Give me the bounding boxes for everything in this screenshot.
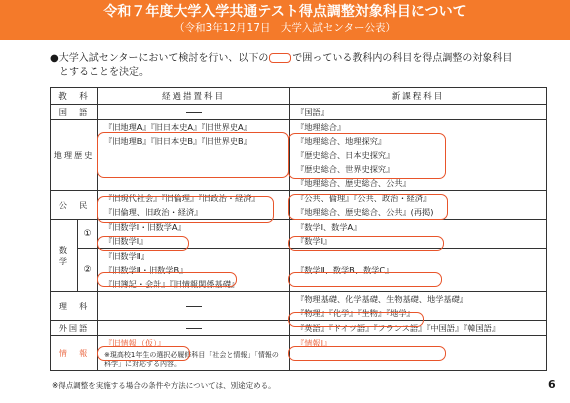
kokugo-old: [98, 105, 290, 120]
highlight-suugaku1-new: [288, 236, 444, 251]
footnote: ※得点調整を実施する場合の条件や方法については、別途定める。: [52, 381, 276, 390]
subject-jouhou: 情 報: [51, 336, 98, 371]
list-item: 『旧数学Ⅱ』: [104, 251, 149, 261]
list-item: 『数学Ⅰ、数学A』: [296, 222, 362, 232]
rika-old: [98, 292, 290, 321]
page-subtitle: （令和3年12月17日 大学入試センター公表）: [174, 22, 396, 34]
highlight-rika-new: [288, 312, 424, 327]
highlight-suugaku2-new: [288, 272, 442, 287]
list-item: 『旧数学Ⅰ』: [104, 236, 148, 246]
header-new-subjects: 新課程科目: [290, 88, 547, 105]
list-item: 『旧地理B』『旧日本史B』『旧世界史B』: [104, 136, 252, 146]
list-item: 『情報Ⅰ』: [296, 338, 332, 348]
list-item: 『旧倫理、旧政治・経済』: [104, 207, 203, 217]
list-item: 『地理総合』: [296, 122, 346, 132]
list-item: 『地理総合、地理探究』: [296, 136, 387, 146]
page-number: 6: [548, 378, 556, 391]
highlight-chireki-old: [97, 132, 289, 178]
list-item: 『旧現代社会』『旧倫理』『旧政治・経済』: [104, 193, 260, 203]
highlight-jouhou-new: [288, 346, 446, 361]
list-item: 『英語』『ドイツ語』『フランス語』『中国語』『韓国語』: [296, 323, 501, 333]
highlight-suugaku1-old: [97, 236, 189, 251]
highlight-koumin-new: [288, 194, 448, 220]
suugaku-num-2: ②: [78, 249, 98, 292]
highlight-box-legend-icon: [269, 53, 291, 63]
title-banner: [0, 0, 570, 40]
list-item: 『地理総合、歴史総合、公共』: [296, 178, 411, 188]
intro-line-1: [50, 52, 540, 66]
list-item: 『歴史総合、日本史探究』: [296, 150, 395, 160]
header-kyouka: 教 科: [51, 88, 98, 105]
table-header-row: [51, 88, 547, 105]
header-old-subjects: 経過措置科目: [98, 88, 290, 105]
intro-text-a: 大学入試センターにおいて検討を行い、以下の: [58, 53, 269, 64]
highlight-koumin-old: [97, 196, 274, 223]
intro-text: [50, 52, 540, 80]
dash-icon: [186, 112, 202, 113]
subject-koumin: 公 民: [51, 191, 98, 220]
subject-kokugo: 国 語: [51, 105, 98, 120]
intro-text-b: で囲っている教科内の科目を得点調整の対象科目: [292, 53, 513, 64]
list-item: 『国語』: [296, 107, 329, 117]
list-item: 『物理』『化学』『生物』『地学』: [296, 308, 415, 318]
list-item: 『物理基礎、化学基礎、生物基礎、地学基礎』: [296, 294, 468, 304]
list-item: 『歴史総合、世界史探究』: [296, 164, 395, 174]
list-item: 『旧簿記・会計』『旧情報関係基礎』: [104, 279, 240, 289]
list-item: 『地理総合、歴史総合、公共』(再掲): [296, 207, 434, 217]
list-item: 『旧地理A』『旧日本史A』『旧世界史A』: [104, 122, 252, 132]
intro-line-2: とすることを決定。: [59, 67, 149, 78]
dash-icon: [186, 306, 202, 307]
subject-table: [50, 87, 547, 371]
subject-chireki: 地理歴史: [51, 120, 98, 191]
jouhou-note: ※現高校1年生の選択必履修科目「社会と情報」「情報の科学」に対応する内容。: [104, 351, 279, 368]
list-item: 『旧情報（仮）』: [104, 338, 166, 348]
subject-rika: 理 科: [51, 292, 98, 321]
row-kokugo: [51, 105, 547, 120]
list-item: 『旧数学Ⅱ・旧数学B』: [104, 265, 188, 275]
dash-icon: [186, 328, 202, 329]
list-item: 『数学Ⅰ』: [296, 236, 332, 246]
highlight-chireki-new: [288, 133, 446, 179]
highlight-jouhou-old: [97, 346, 190, 361]
gaikokugo-old: [98, 321, 290, 336]
kokugo-new: [290, 105, 547, 120]
highlight-suugaku2-old: [97, 272, 237, 287]
list-item: 『公共、倫理』『公共、政治・経済』: [296, 193, 432, 203]
suugaku-num-1: ①: [78, 220, 98, 249]
page-title: 令和７年度大学入学共通テスト得点調整対象科目について: [103, 4, 467, 20]
subject-suugaku: 数 学: [51, 220, 78, 292]
subject-gaikokugo: 外国語: [51, 321, 98, 336]
bullet-icon: ●: [50, 53, 59, 64]
list-item: 『数学Ⅱ、数学B、数学C』: [296, 265, 394, 275]
list-item: 『旧数学Ⅰ・旧数学A』: [104, 222, 186, 232]
